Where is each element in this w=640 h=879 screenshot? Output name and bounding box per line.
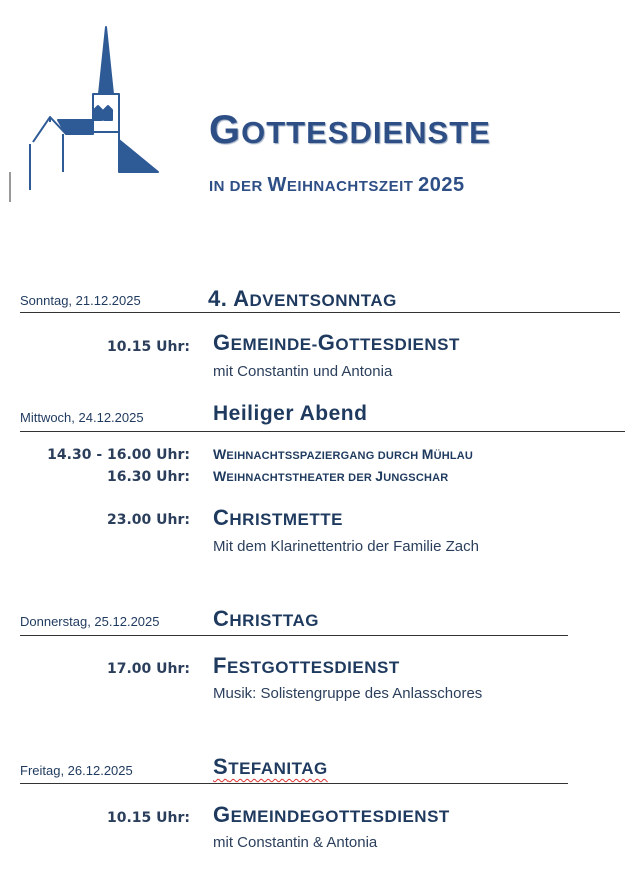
divider (20, 635, 568, 636)
event-time: 10.15 Uhr: (107, 339, 190, 355)
event-title-part: ÜHLAU (433, 450, 474, 462)
event-title-part: EMEINDE- (230, 335, 318, 354)
event-title-part: J (375, 468, 384, 484)
subtitle-part: EIHNACHTSZEIT (286, 178, 419, 195)
spellcheck-underline (213, 754, 328, 779)
event-title (213, 802, 450, 828)
day-date: Mittwoch, 24.12.2025 (20, 410, 144, 425)
event-title (213, 468, 448, 484)
event-title-part: F (213, 653, 227, 678)
event-time: 16.30 Uhr: (107, 469, 190, 485)
event-title-part: ESTGOTTESDIENST (226, 658, 400, 677)
event-time: 23.00 Uhr: (107, 512, 190, 528)
divider (20, 431, 625, 432)
day-name: Heiliger Abend (213, 402, 368, 425)
day-name (208, 286, 397, 312)
event-title-part: M (421, 446, 434, 462)
event-time: 14.30 - 16.00 Uhr: (47, 447, 190, 463)
event-title (213, 653, 400, 679)
event-title-part: W (213, 468, 227, 484)
divider (20, 312, 620, 313)
divider (20, 783, 568, 784)
event-title (213, 446, 473, 462)
title-rest: OTTESDIENSTE (241, 115, 491, 150)
event-description: Musik: Solistengruppe des Anlasschores (213, 685, 483, 702)
event-time: 10.15 Uhr: (107, 810, 190, 826)
event-description: mit Constantin und Antonia (213, 363, 393, 380)
day-date: Donnerstag, 25.12.2025 (20, 614, 160, 629)
page-subtitle (209, 174, 465, 197)
event-title-part: HRISTMETTE (229, 510, 343, 529)
day-date: Freitag, 26.12.2025 (20, 763, 133, 778)
day-name-part: 4. A (208, 286, 250, 311)
day-name-part: DVENTSONNTAG (249, 291, 397, 310)
day-name (213, 606, 319, 632)
title-initial: G (209, 108, 242, 152)
event-title (213, 505, 343, 531)
event-title-part: EMEINDEGOTTESDIENST (230, 807, 450, 826)
subtitle-part: 2025 (418, 174, 465, 196)
event-title-part: UNGSCHAR (383, 472, 449, 484)
subtitle-part: IN DER (209, 178, 268, 195)
page-title (209, 108, 491, 153)
event-title-part: G (213, 330, 231, 355)
day-name-part: TEFANITAG (228, 759, 328, 778)
event-time: 17.00 Uhr: (107, 661, 190, 677)
day-name (213, 754, 328, 780)
event-description: Mit dem Klarinettentrio der Familie Zach (213, 538, 479, 555)
day-name-part: C (213, 606, 230, 631)
event-title-part: G (317, 330, 336, 355)
event-title-part: EIHNACHTSTHEATER DER (226, 472, 376, 484)
day-name-part: HRISTTAG (229, 611, 320, 630)
event-title (213, 330, 460, 356)
church-logo-icon (8, 22, 168, 207)
day-name-part: S (213, 754, 229, 779)
event-title-part: C (213, 505, 230, 530)
subtitle-part: W (267, 174, 287, 196)
event-description: mit Constantin & Antonia (213, 834, 378, 851)
event-title-part: G (213, 802, 231, 827)
day-date: Sonntag, 21.12.2025 (20, 293, 141, 308)
event-title-part: EIHNACHTSSPAZIERGANG DURCH (226, 450, 422, 462)
event-title-part: W (213, 446, 227, 462)
event-title-part: OTTESDIENST (335, 335, 460, 354)
